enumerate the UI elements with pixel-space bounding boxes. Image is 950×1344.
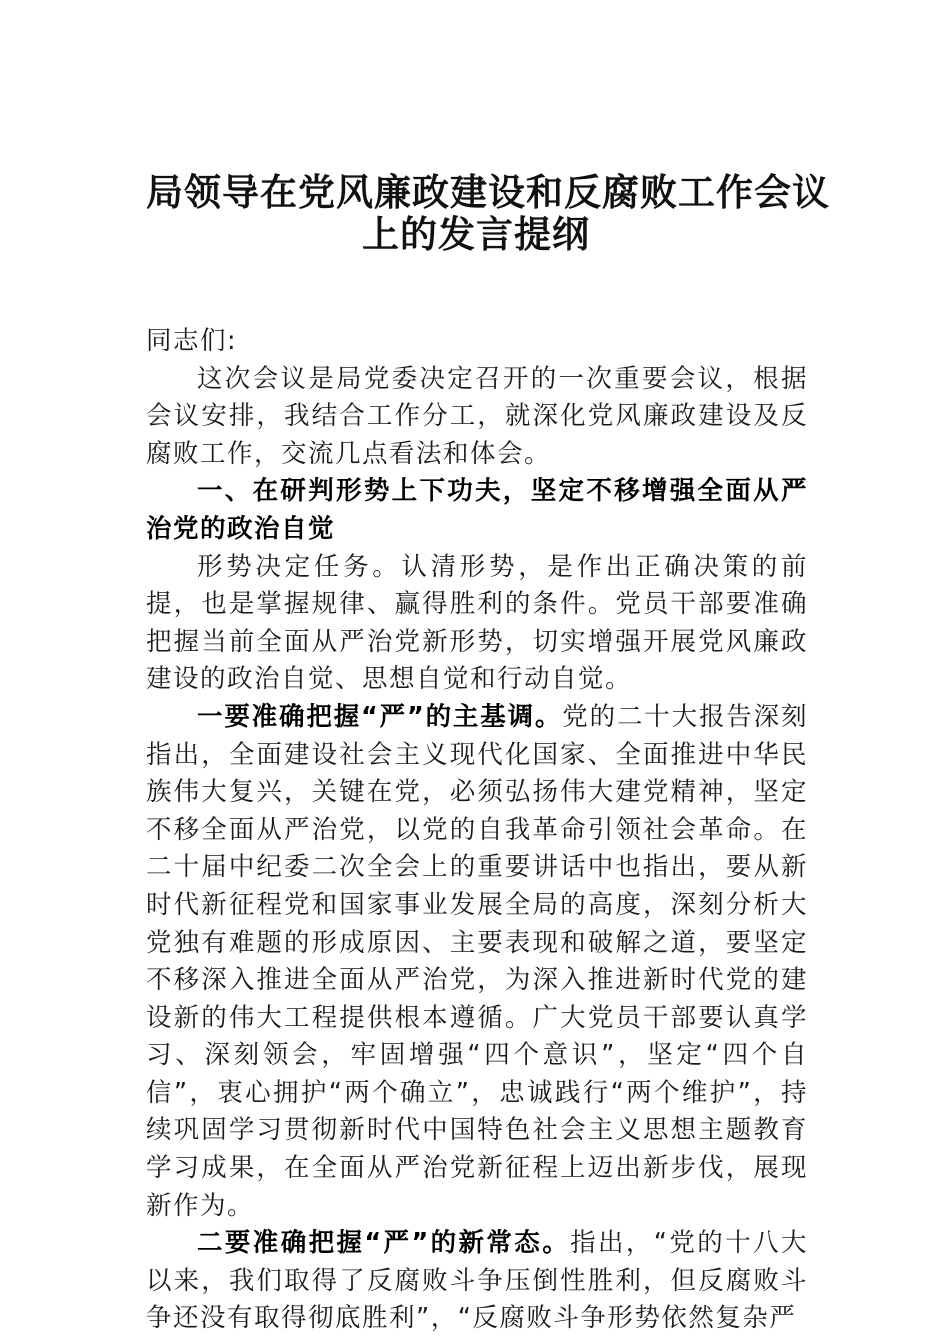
point-1-paragraph [146, 699, 808, 1225]
document-title-line-2: 上的发言提纲 [362, 212, 590, 256]
document-body [146, 323, 808, 1338]
point-1-body: 党的二十大报告深刻指出，全面建设社会主义现代化国家、全面推进中华民族伟大复兴，关键在党，必须弘扬伟大建党精神，坚定不移全面从严治党，以党的自我革命引领社会革命。在二十届中纪委二次全会上的重要讲话中也指出，要从新时代新征程党和国家事业发展全局的高度，深刻分析大党独有难题的形成原因、主要表现和破解之道，要坚定不移深入推进全面从严治党，为深入推进新时代党的建设新的伟大工程提供根本遵循。广大党员干部要认真学习、深刻领会，牢固增强“四个意识”，坚定“四个自信”，衷心拥护“两个确立”，忠诚践行“两个维护”，持续巩固学习贯彻新时代中国特色社会主义思想主题教育学习成果，在全面从严治党新征程上迈出新步伐，展现新作为。 [146, 701, 808, 1221]
point-2-lead: 二要准确把握“严”的新常态。 [197, 1228, 571, 1259]
point-2-body: 指出，“党的十八大以来，我们取得了反腐败斗争压倒性胜利，但反腐败斗争还没有取得彻底胜利”，“反腐败斗争形势依然复杂严 [146, 1228, 808, 1334]
section-1-paragraph: 形势决定任务。认清形势，是作出正确决策的前提，也是掌握规律、赢得胜利的条件。党员干部要准确把握当前全面从严治党新形势，切实增强开展党风廉政建设的政治自觉、思想自觉和行动自觉。 [146, 551, 808, 695]
salutation: 同志们: [146, 326, 238, 356]
intro-paragraph: 这次会议是局党委决定召开的一次重要会议，根据会议安排，我结合工作分工，就深化党风廉政建设及反腐败工作，交流几点看法和体会。 [146, 363, 808, 469]
point-1-lead: 一要准确把握“严”的主基调。 [197, 701, 563, 732]
section-1-heading: 一、在研判形势上下功夫，坚定不移增强全面从严治党的政治自觉 [146, 476, 808, 544]
document-title-line-1: 局领导在党风廉政建设和反腐败工作会议 [146, 170, 830, 214]
point-2-paragraph [146, 1225, 808, 1338]
